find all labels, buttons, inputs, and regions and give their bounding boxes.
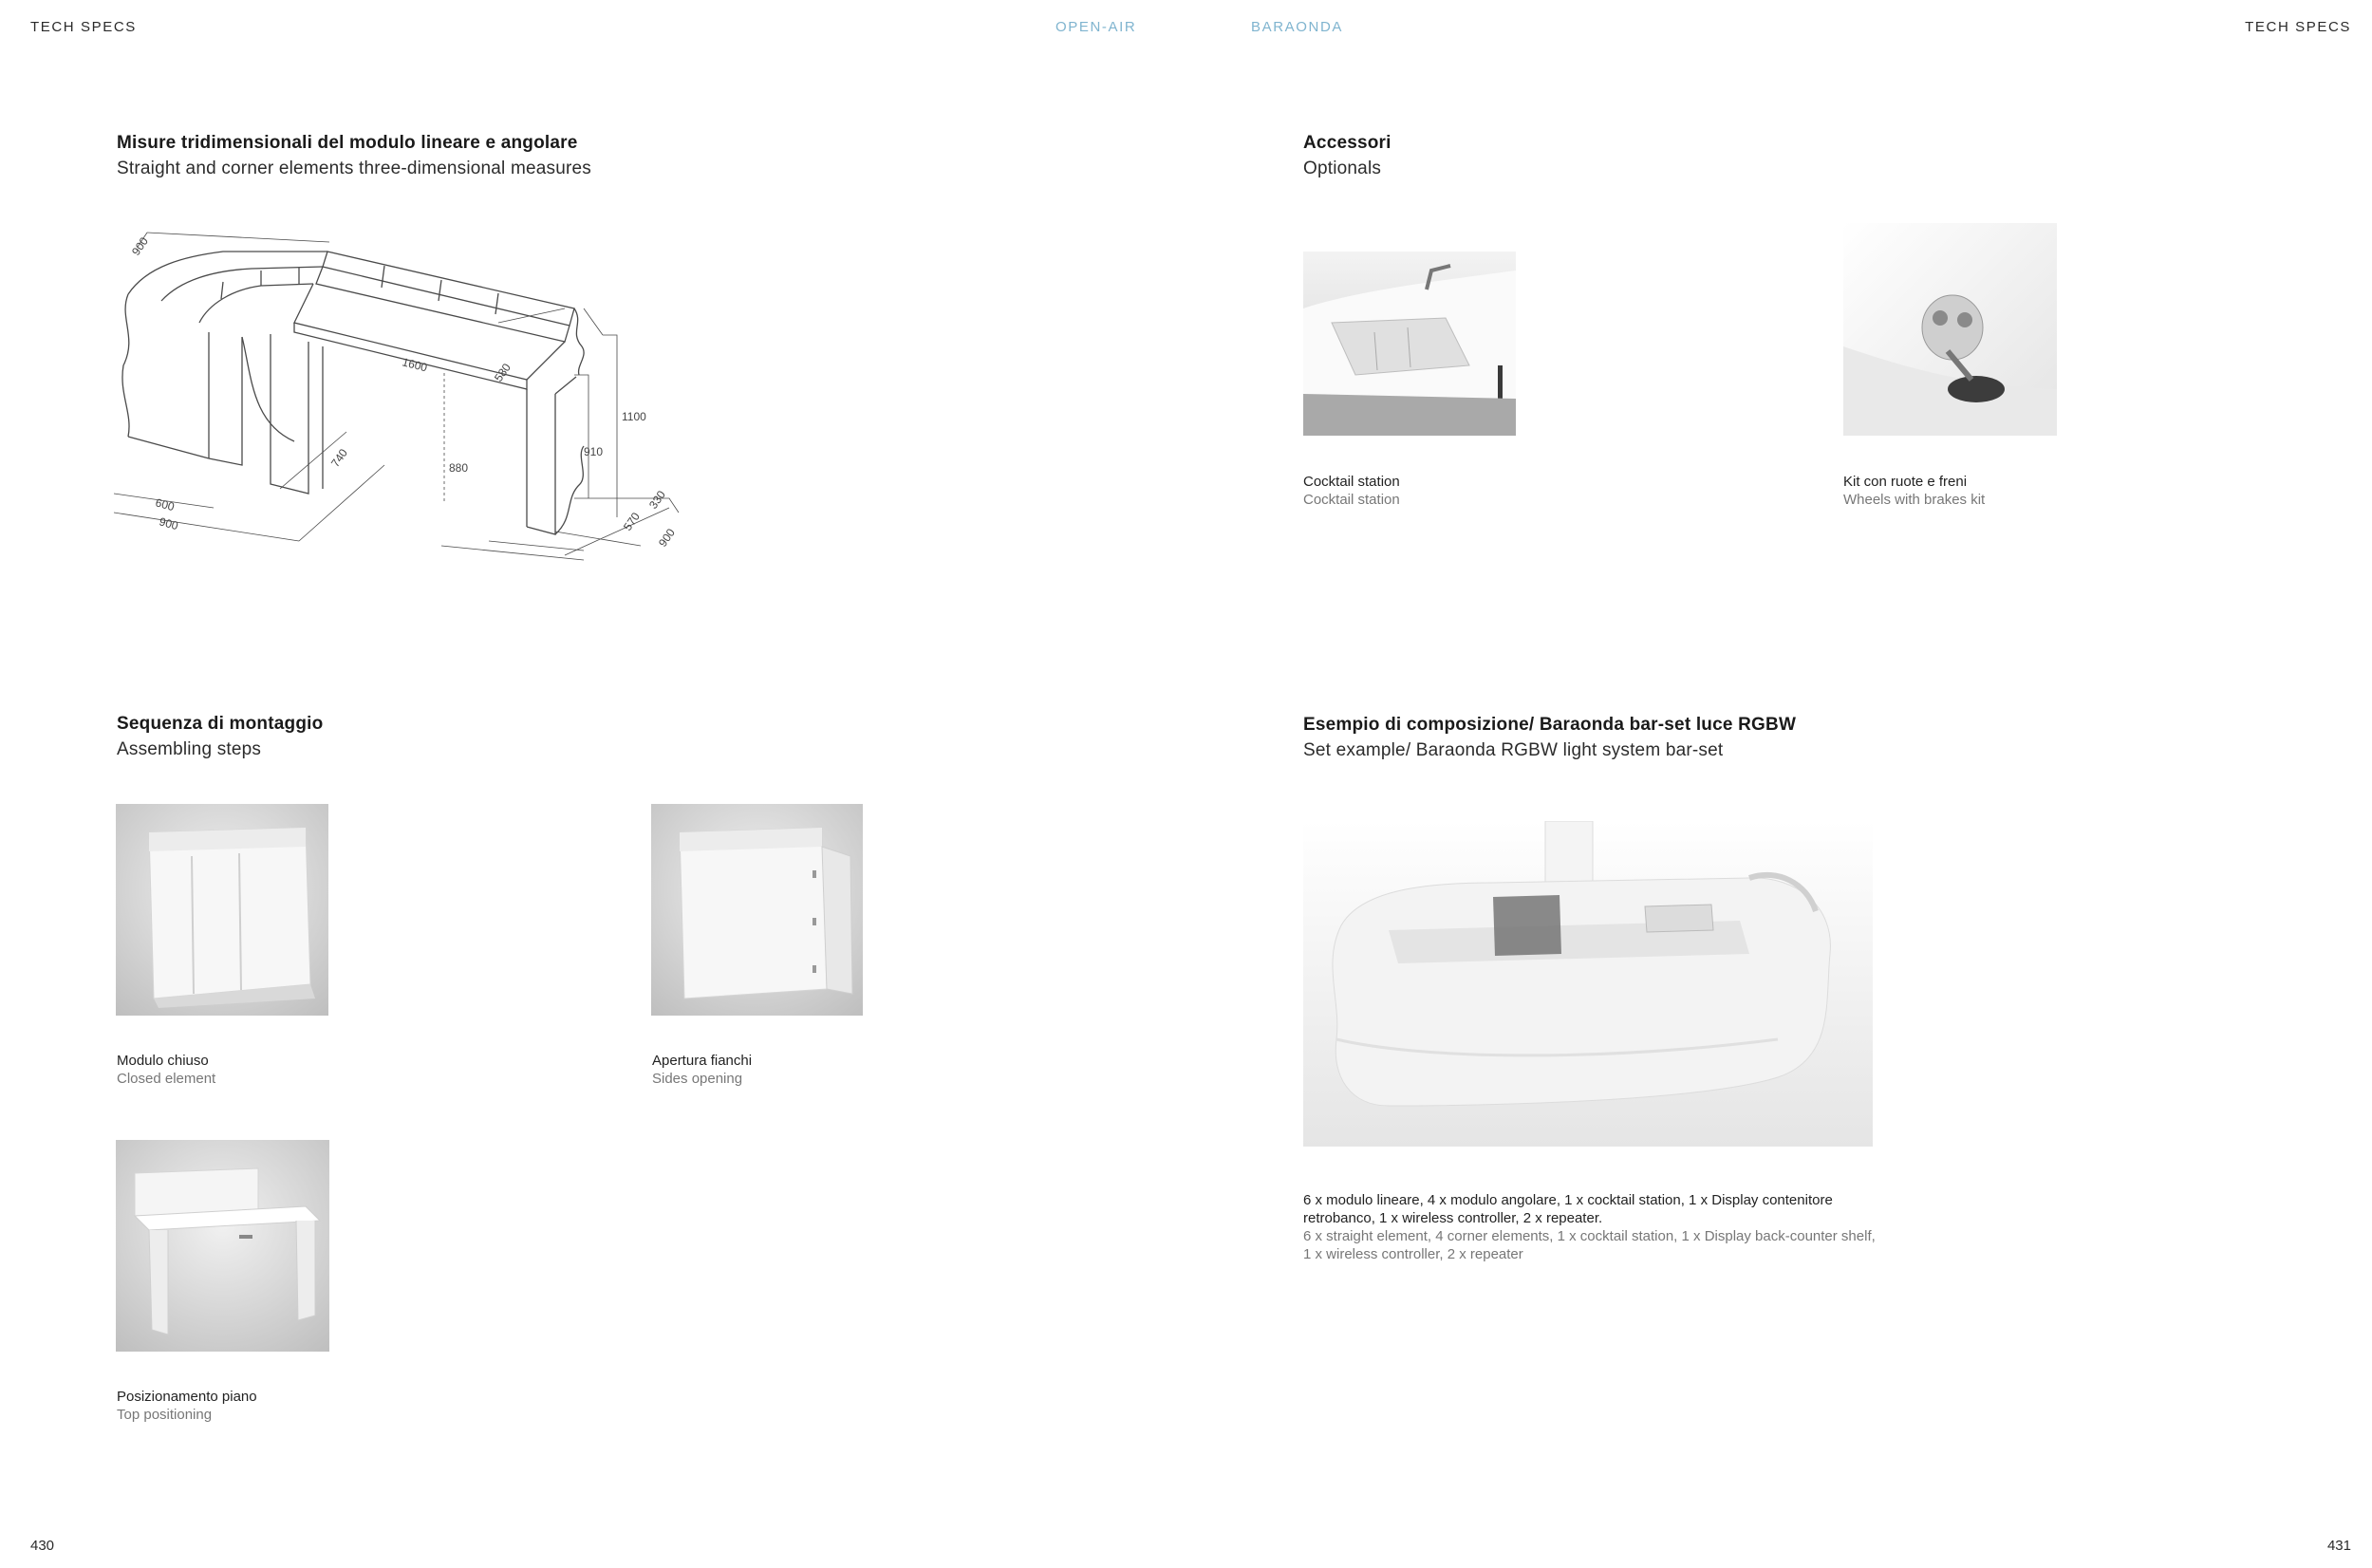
- page-number-left: 430: [30, 1538, 55, 1554]
- sides-opening-caption-it: Apertura fianchi: [652, 1053, 753, 1069]
- wheels-kit-photo: [1843, 223, 2057, 436]
- cocktail-station-caption: [1303, 473, 1400, 509]
- dim-570: 570: [620, 510, 643, 533]
- dim-1600: 1600: [401, 355, 429, 375]
- composition-heading: [1303, 715, 1796, 761]
- sides-opening-caption: [652, 1052, 752, 1088]
- composition-description: [1303, 1191, 1987, 1263]
- dim-910: 910: [584, 445, 604, 458]
- dim-740: 740: [327, 446, 350, 470]
- top-positioning-caption-it: Posizionamento piano: [117, 1389, 257, 1405]
- dim-880: 880: [449, 461, 469, 475]
- composition-title: Esempio di composizione/ Baraonda bar-set luce RGBW: [1303, 715, 1797, 735]
- technical-drawing: [109, 214, 698, 565]
- top-positioning-photo: [116, 1140, 329, 1352]
- closed-element-photo: [116, 804, 328, 1016]
- closed-element-caption-it: Modulo chiuso: [117, 1053, 209, 1069]
- header-right: TECH SPECS: [2245, 19, 2351, 35]
- cocktail-station-caption-en: Cocktail station: [1303, 492, 1400, 508]
- assembly-heading: [117, 714, 323, 760]
- composition-desc-it-line2: retrobanco, 1 x wireless controller, 2 x repeater.: [1303, 1210, 1603, 1226]
- composition-desc-en-line1: 6 x straight element, 4 corner elements, 1 x cocktail station, 1 x Display back-counter shelf,: [1303, 1228, 1876, 1244]
- measures-heading: [117, 133, 591, 179]
- composition-subtitle: Set example/ Baraonda RGBW light system bar-set: [1303, 740, 1724, 760]
- assembly-title: Sequenza di montaggio: [117, 714, 324, 734]
- top-positioning-caption-en: Top positioning: [117, 1407, 213, 1423]
- closed-element-caption-en: Closed element: [117, 1071, 216, 1087]
- sides-opening-photo: [651, 804, 863, 1016]
- dim-580: 580: [491, 361, 514, 384]
- dim-330: 330: [645, 488, 668, 512]
- cocktail-station-caption-it: Cocktail station: [1303, 474, 1400, 490]
- composition-desc-it-line1: 6 x modulo lineare, 4 x modulo angolare, 1 x cocktail station, 1 x Display contenitore: [1303, 1192, 1833, 1208]
- header-baraonda: BARAONDA: [1251, 19, 1343, 35]
- technical-drawing-svg: [109, 214, 698, 565]
- composition-desc-en-line2: 1 x wireless controller, 2 x repeater: [1303, 1246, 1523, 1262]
- wheels-kit-caption-en: Wheels with brakes kit: [1843, 492, 1986, 508]
- accessories-heading: [1303, 133, 1391, 179]
- dim-600: 600: [154, 495, 177, 514]
- page-number-right: 431: [2326, 1538, 2351, 1554]
- accessories-subtitle: Optionals: [1303, 159, 1382, 178]
- assembly-subtitle: Assembling steps: [117, 739, 262, 759]
- dim-900-bottom-right: 900: [655, 526, 678, 550]
- wheels-kit-caption-it: Kit con ruote e freni: [1843, 474, 1968, 490]
- closed-element-caption: [117, 1052, 215, 1088]
- cocktail-station-photo: [1303, 252, 1516, 436]
- accessories-title: Accessori: [1303, 133, 1391, 153]
- top-positioning-caption: [117, 1388, 257, 1424]
- dim-900-bottom-left: 900: [158, 514, 180, 533]
- sides-opening-caption-en: Sides opening: [652, 1071, 743, 1087]
- dim-900-top: 900: [128, 234, 151, 258]
- measures-title: Misure tridimensionali del modulo lineare e angolare: [117, 133, 578, 153]
- wheels-kit-caption: [1843, 473, 1985, 509]
- dim-1100: 1100: [622, 410, 646, 423]
- bar-set-photo: [1303, 821, 1873, 1147]
- header-left: TECH SPECS: [30, 19, 137, 35]
- header-open-air: OPEN-AIR: [1055, 19, 1137, 35]
- measures-subtitle: Straight and corner elements three-dimensional measures: [117, 159, 591, 178]
